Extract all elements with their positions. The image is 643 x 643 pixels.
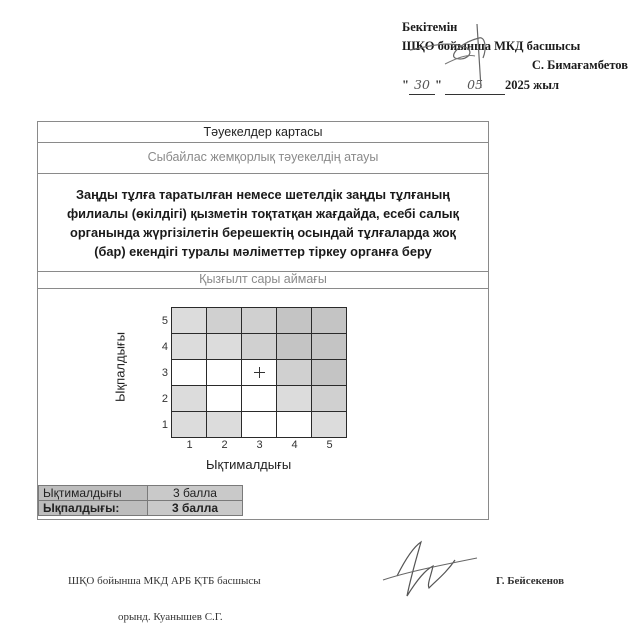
impact-label: Ықпалдығы: xyxy=(39,501,148,516)
risk-zone: Қызғылт сары аймағы xyxy=(38,272,488,289)
x-tick: 1 xyxy=(186,439,193,451)
matrix-cell xyxy=(312,360,346,385)
risk-matrix-grid xyxy=(171,307,347,438)
x-tick: 2 xyxy=(221,439,228,451)
matrix-cell xyxy=(312,386,346,411)
likelihood-row xyxy=(39,486,243,501)
impact-row xyxy=(39,501,243,516)
card-subtitle: Сыбайлас жемқорлық тәуекелдің атауы xyxy=(38,143,488,174)
approval-name: С. Бимағамбетов xyxy=(531,58,628,72)
matrix-cell xyxy=(172,308,206,333)
matrix-cell xyxy=(277,334,311,359)
x-tick: 3 xyxy=(256,439,263,451)
x-axis-label: Ықтималдығы xyxy=(206,457,292,472)
impact-value: 3 балла xyxy=(148,501,243,516)
matrix-cell xyxy=(312,308,346,333)
matrix-cell xyxy=(242,334,276,359)
likelihood-value: 3 балла xyxy=(148,486,243,501)
approval-heading: Бекітемін xyxy=(402,20,458,34)
matrix-cell-current-risk xyxy=(242,360,276,385)
likelihood-label: Ықтималдығы xyxy=(39,486,148,501)
date-close-quote: " xyxy=(434,78,442,92)
y-tick: 1 xyxy=(161,419,168,431)
matrix-cell xyxy=(172,334,206,359)
matrix-cell xyxy=(172,386,206,411)
matrix-cell xyxy=(277,308,311,333)
footer-signer-name: Г. Бейсекенов xyxy=(496,575,565,587)
x-ticks xyxy=(172,439,347,451)
risk-matrix-area xyxy=(38,289,488,489)
approval-block xyxy=(402,18,634,95)
matrix-cell xyxy=(207,360,241,385)
matrix-cell xyxy=(277,386,311,411)
matrix-cell xyxy=(277,412,311,437)
matrix-cell xyxy=(242,412,276,437)
matrix-cell xyxy=(207,412,241,437)
date-open-quote: " xyxy=(402,78,409,92)
bottom-signature-image xyxy=(377,536,487,606)
footer-acting: орынд. Куанышев С.Г. xyxy=(118,611,223,623)
scores-table xyxy=(38,485,243,516)
x-tick: 5 xyxy=(326,439,333,451)
matrix-cell xyxy=(312,412,346,437)
card-title: Тәуекелдер картасы xyxy=(38,122,488,143)
matrix-cell xyxy=(242,386,276,411)
footer-position: ШҚО бойынша МКД АРБ ҚТБ басшысы xyxy=(68,575,261,587)
approval-date xyxy=(402,75,634,95)
matrix-cell xyxy=(277,360,311,385)
approval-position: ШҚО бойынша МКД басшысы xyxy=(402,39,581,53)
date-year: 2025 жыл xyxy=(505,78,559,92)
matrix-cell xyxy=(172,360,206,385)
matrix-cell xyxy=(242,308,276,333)
y-tick: 5 xyxy=(161,315,168,327)
y-ticks xyxy=(156,308,168,438)
date-month: 05 xyxy=(445,75,505,95)
matrix-cell xyxy=(207,334,241,359)
x-tick: 4 xyxy=(291,439,298,451)
date-day: 30 xyxy=(409,75,435,95)
risk-map-card xyxy=(37,121,489,520)
y-axis-label: Ықпалдығы xyxy=(112,331,128,403)
matrix-cell xyxy=(172,412,206,437)
y-tick: 4 xyxy=(161,341,168,353)
y-tick: 2 xyxy=(161,393,168,405)
matrix-cell xyxy=(207,386,241,411)
matrix-cell xyxy=(207,308,241,333)
matrix-cell xyxy=(312,334,346,359)
risk-description: Заңды тұлға таратылған немесе шетелдік заңды тұлғаның филиалы (өкілдігі) қызметін тоқтатқан жағдайда, есебі салық органында жүргізілетін берешектің осындай тұлғаларда жоқ (бар) екендігі туралы мәліметтер тіркеу органға беру xyxy=(38,174,488,272)
y-tick: 3 xyxy=(161,367,168,379)
